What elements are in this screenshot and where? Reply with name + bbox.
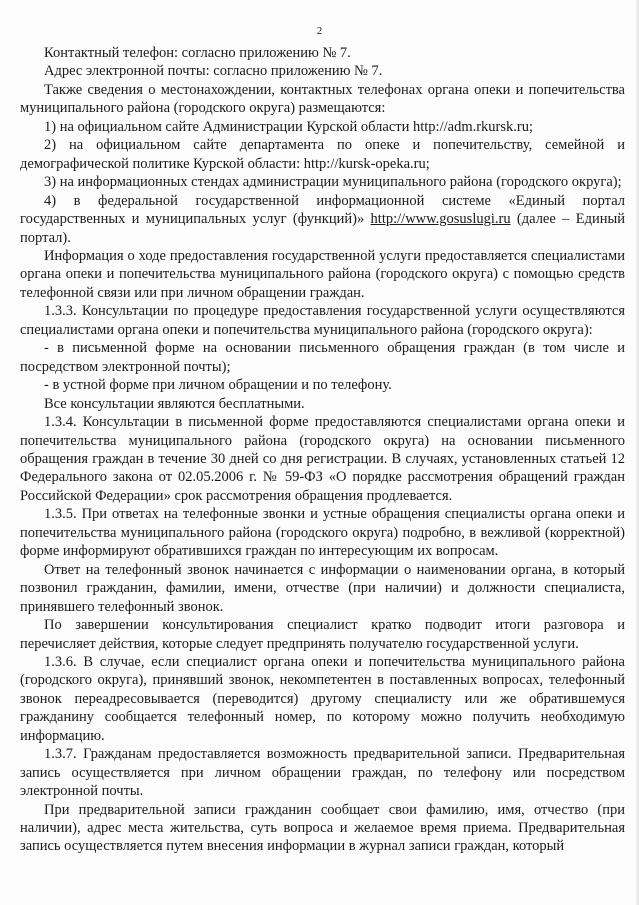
progress-info-paragraph: Информация о ходе предоставления государственной услуги предоставляется специалистами органа опеки и попечительства муниципального района (городского округа) с помощью средств телефонной связи или при личном обращении граждан. [20,247,625,301]
consultation-end-paragraph: По завершении консультирования специалист кратко подводит итоги разговора и перечисляет действия, которые следует предпринять получателю государственной услуги. [20,617,625,652]
document-body [20,44,625,856]
list-item-opeka-site: 2) на официальном сайте департамента по опеке и попечительству, семейной и демографической политике Курской области: http://kursk-opeka.ru; [20,137,625,172]
list-item-gosuslugi-portal [20,192,625,247]
gosuslugi-text: 4) в федеральной государственной информационной системе «Единый портал государственных и муниципальных услуг (функций)» [20,192,625,228]
oral-form-item: - в устной форме при личном обращении и по телефону. [44,377,392,394]
section-1-3-3-paragraph: 1.3.3. Консультации по процедуре предоставления государственной услуги осуществляются специалистами органа опеки и попечительства муниципального района (городского округа): [20,303,625,338]
section-1-3-4-paragraph: 1.3.4. Консультации в письменной форме предоставляются специалистами органа опеки и попечительства муниципального района (городского округа) на основании письменного обращения граждан в течение 30 дней со дня регистрации. В случаях, установленных статьей 12 Федерального закона от 02.05.2006 г. № 59-ФЗ «О порядке рассмотрения обращений граждан Российской Федерации» срок рассмотрения обращения продлевается. [20,414,625,504]
pre-registration-paragraph: При предварительной записи гражданин сообщает свои фамилию, имя, отчество (при наличии), адрес места жительства, суть вопроса и желаемое время приема. Предварительная запись осуществляется путем внесения информации в журнал записи граждан, который [20,801,625,855]
phone-answer-paragraph: Ответ на телефонный звонок начинается с информации о наименовании органа, в который позвонил гражданин, фамилии, имени, отчестве (при наличии) и должности специалиста, принявшего телефонный звонок. [20,561,625,615]
email-address-paragraph: Адрес электронной почты: согласно приложению № 7. [44,63,383,80]
gosuslugi-link[interactable]: http://www.gosuslugi.ru [370,211,511,228]
free-consultations-paragraph: Все консультации являются бесплатными. [44,395,305,412]
list-item-adm-site: 1) на официальном сайте Администрации Курской области http://adm.rkursk.ru; [44,118,534,135]
section-1-3-5-paragraph: 1.3.5. При ответах на телефонные звонки и устные обращения специалисты органа опеки и попечительства муниципального района (городского округа) подробно, в вежливой (корректной) форме информируют обратившихся граждан по интересующим их вопросам. [20,506,625,560]
section-1-3-7-paragraph: 1.3.7. Гражданам предоставляется возможность предварительной записи. Предварительная запись осуществляется при личном обращении граждан, по телефону или посредством электронной почты. [20,746,625,800]
location-info-paragraph: Также сведения о местонахождении, контактных телефонах органа опеки и попечительства муниципального района (городского округа) размещаются: [20,81,625,117]
contact-phone-paragraph: Контактный телефон: согласно приложению № 7. [44,45,351,61]
gosuslugi-after-text: (далее – Единый портал). [20,211,625,246]
section-1-3-6-paragraph: 1.3.6. В случае, если специалист органа опеки и попечительства муниципального района (городского округа), принявший звонок, некомпетентен в поставленных вопросах, телефонный звонок переадресовывается (переводится) другому специалисту или же обратившемуся гражданину сообщается телефонный номер, по которому можно получить необходимую информацию. [20,653,625,744]
written-form-item: - в письменной форме на основании письменного обращения граждан (в том числе и посредством электронной почты); [20,340,625,375]
page-number: 2 [316,25,323,37]
list-item-info-stands: 3) на информационных стендах администрации муниципального района (городского округа); [44,174,622,191]
